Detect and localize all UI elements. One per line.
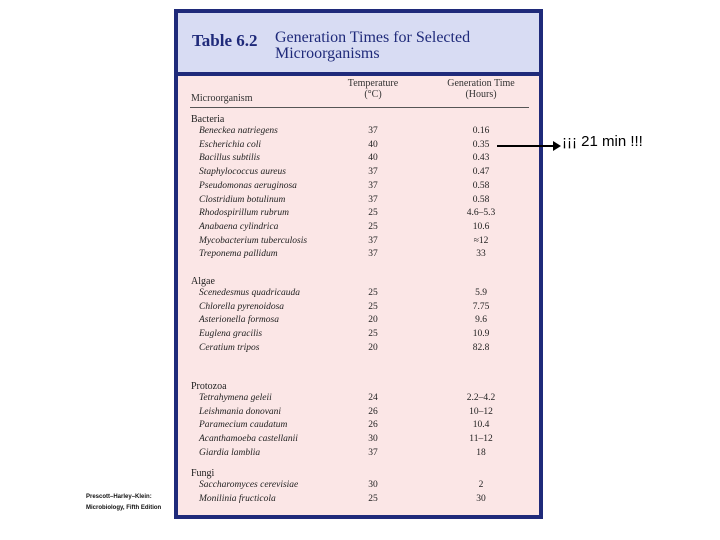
temperature-value: 20 — [368, 342, 378, 353]
table-row — [178, 288, 539, 301]
organism-name: Asterionella formosa — [199, 315, 279, 326]
temperature-value: 37 — [368, 180, 378, 191]
generation-time-value: 9.6 — [475, 315, 487, 326]
temperature-value: 25 — [368, 221, 378, 232]
table-title: Generation Times for Selected Microorganisms — [275, 29, 471, 62]
group-heading: Protozoa — [191, 381, 227, 392]
table-row — [178, 140, 539, 153]
organism-name: Treponema pallidum — [199, 249, 278, 260]
column-header-temperature-line1: Temperature — [347, 78, 399, 89]
table-row — [178, 302, 539, 315]
generation-time-value: 7.75 — [472, 301, 490, 312]
generation-time-value: 0.58 — [472, 194, 490, 205]
annotation-text: ¡¡¡ 21 min !!! — [562, 133, 643, 150]
temperature-value: 37 — [368, 235, 378, 246]
generation-time-value: 2.2–4.2 — [466, 393, 496, 403]
generation-time-value: 30 — [476, 493, 486, 504]
table-row — [178, 195, 539, 208]
column-header-generation-time-line2: (Hours) — [465, 89, 497, 100]
temperature-value: 26 — [368, 420, 378, 431]
temperature-value: 25 — [368, 288, 378, 298]
organism-name: Mycobacterium tuberculosis — [199, 235, 308, 246]
temperature-value: 25 — [368, 493, 378, 504]
generation-time-value: ≈12 — [473, 235, 489, 246]
table-row — [178, 343, 539, 356]
generation-time-value: 33 — [476, 249, 486, 260]
temperature-value: 37 — [368, 194, 378, 205]
table-row — [178, 494, 539, 507]
column-header-temperature-line2: (°C) — [364, 89, 382, 100]
generation-time-value: 4.6–5.3 — [466, 208, 496, 219]
generation-time-value: 5.9 — [475, 288, 487, 298]
column-header-organism: Microorganism — [191, 93, 253, 104]
table-row — [178, 222, 539, 235]
table-row — [178, 393, 539, 406]
table-row — [178, 448, 539, 461]
generation-time-value: 0.35 — [472, 139, 490, 150]
organism-name: Monilinia fructicola — [199, 493, 276, 504]
table-row — [178, 315, 539, 328]
generation-time-value: 0.43 — [472, 153, 490, 164]
credit-line-1: Prescott–Harley–Klein: — [86, 494, 152, 500]
organism-name: Paramecium caudatum — [199, 420, 288, 431]
generation-time-value: 0.58 — [472, 180, 490, 191]
temperature-value: 37 — [368, 249, 378, 260]
organism-name: Leishmania donovani — [199, 406, 282, 417]
organism-name: Tetrahymena geleii — [199, 393, 272, 403]
table-row — [178, 208, 539, 221]
organism-name: Euglena gracilis — [199, 329, 263, 340]
table-row — [178, 236, 539, 249]
table-row — [178, 153, 539, 166]
table-row — [178, 480, 539, 493]
temperature-value: 37 — [368, 447, 378, 458]
organism-name: Bacillus subtilis — [199, 153, 260, 164]
temperature-value: 37 — [368, 126, 378, 136]
organism-name: Scenedesmus quadricauda — [199, 288, 301, 298]
temperature-value: 30 — [368, 480, 378, 490]
organism-name: Saccharomyces cerevisiae — [199, 480, 299, 490]
group-heading: Bacteria — [191, 114, 225, 125]
generation-time-value: 0.47 — [472, 167, 490, 178]
table-row — [178, 126, 539, 139]
temperature-value: 26 — [368, 406, 378, 417]
table-number: Table 6.2 — [192, 31, 258, 50]
temperature-value: 20 — [368, 315, 378, 326]
temperature-value: 30 — [368, 434, 378, 445]
organism-name: Chlorella pyrenoidosa — [199, 301, 285, 312]
temperature-value: 40 — [368, 153, 378, 164]
group-heading: Fungi — [191, 468, 215, 479]
organism-name: Acanthamoeba castellanii — [199, 434, 298, 445]
table-row — [178, 434, 539, 447]
column-header-generation-time — [436, 78, 526, 100]
temperature-value: 24 — [368, 393, 378, 403]
temperature-value: 40 — [368, 139, 378, 150]
table-frame — [174, 9, 543, 519]
organism-name: Escherichia coli — [199, 139, 261, 150]
credit-line-2: Microbiology, Fifth Edition — [86, 505, 162, 511]
temperature-value: 37 — [368, 167, 378, 178]
generation-time-value: 18 — [476, 447, 486, 458]
generation-time-value: 0.16 — [472, 126, 490, 136]
arrow-line — [497, 145, 555, 147]
generation-time-value: 82.8 — [472, 342, 490, 353]
organism-name: Clostridium botulinum — [199, 194, 286, 205]
organism-name: Rhodospirillum rubrum — [199, 208, 289, 219]
organism-name: Pseudomonas aeruginosa — [199, 180, 297, 191]
table-header — [178, 13, 539, 76]
table-row — [178, 181, 539, 194]
table-row — [178, 167, 539, 180]
generation-time-value: 2 — [478, 480, 484, 490]
generation-time-value: 10.9 — [472, 329, 490, 340]
organism-name: Giardia lamblia — [199, 447, 261, 458]
generation-time-value: 10.4 — [472, 420, 490, 431]
temperature-value: 25 — [368, 301, 378, 312]
table-panel — [178, 13, 539, 515]
table-row — [178, 407, 539, 420]
organism-name: Ceratium tripos — [199, 342, 260, 353]
header-rule — [190, 107, 529, 108]
temperature-value: 25 — [368, 329, 378, 340]
table-row — [178, 329, 539, 342]
column-header-generation-time-line1: Generation Time — [447, 78, 515, 89]
arrow-head-icon — [553, 141, 561, 151]
organism-name: Beneckea natriegens — [199, 126, 278, 136]
generation-time-value: 10–12 — [469, 406, 493, 417]
organism-name: Anabaena cylindrica — [199, 221, 279, 232]
group-heading: Algae — [191, 276, 215, 287]
table-row — [178, 420, 539, 433]
organism-name: Staphylococcus aureus — [199, 167, 286, 178]
generation-time-value: 11–12 — [469, 434, 493, 445]
column-header-temperature — [336, 78, 410, 100]
generation-time-value: 10.6 — [472, 221, 490, 232]
table-row — [178, 249, 539, 262]
temperature-value: 25 — [368, 208, 378, 219]
